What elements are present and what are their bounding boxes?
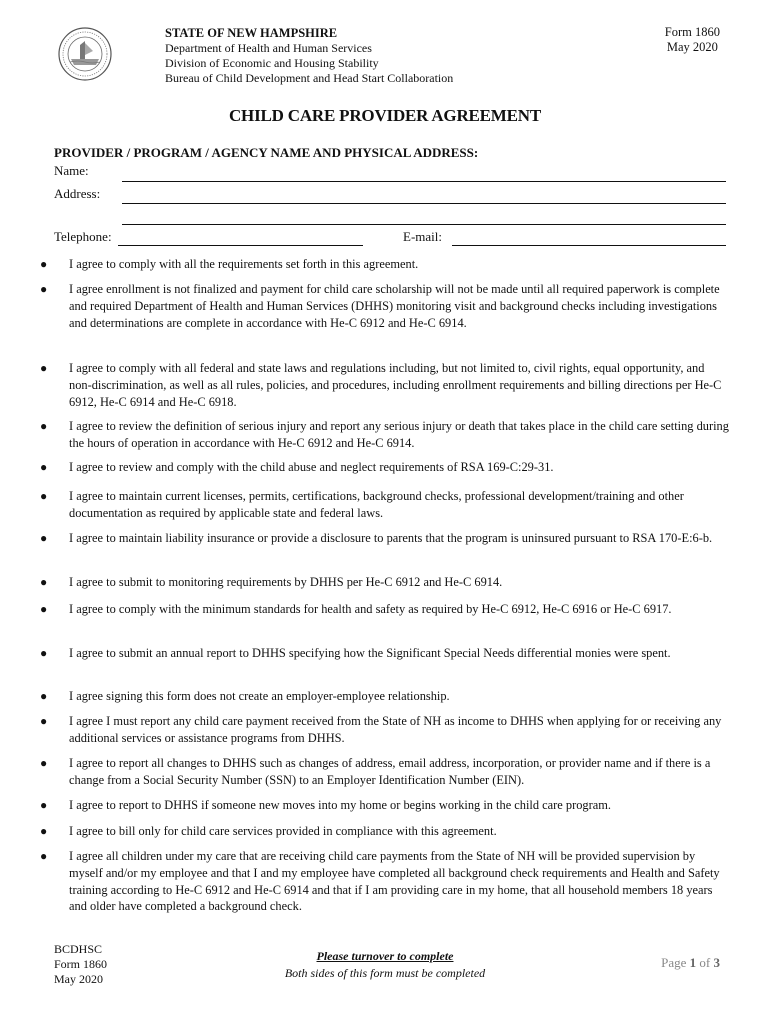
agreement-item: [40, 256, 730, 273]
bullet-icon: ●: [40, 489, 48, 503]
agreement-text: I agree to comply with the minimum standards for health and safety as required by He-C 6912, He-C 6916 or He-C 6917.: [69, 602, 672, 616]
agreement-item: [40, 823, 730, 840]
page-total: 3: [713, 955, 720, 970]
footer-form-date: May 2020: [54, 972, 103, 986]
page-number: [661, 955, 720, 971]
footer-code: BCDHSC: [54, 942, 103, 956]
bullet-icon: ●: [40, 575, 48, 589]
bullet-icon: ●: [40, 798, 48, 812]
address-label: Address:: [54, 186, 101, 201]
page-of: of: [699, 955, 711, 970]
bullet-icon: ●: [40, 361, 48, 375]
agreement-item: [40, 848, 730, 915]
agreement-item: [40, 574, 730, 591]
bullet-icon: ●: [40, 689, 48, 703]
both-sides-notice: Both sides of this form must be completed: [284, 966, 486, 980]
agreement-item: [40, 688, 730, 705]
state-name: STATE OF NEW HAMPSHIRE: [165, 26, 338, 40]
bullet-icon: ●: [40, 714, 48, 728]
bullet-icon: ●: [40, 282, 48, 296]
agreement-text: I agree to maintain current licenses, permits, certifications, background checks, professional development/training and other documentation as required by applicable state and federal laws.: [69, 489, 684, 520]
bullet-icon: ●: [40, 602, 48, 616]
document-title: CHILD CARE PROVIDER AGREEMENT: [228, 106, 542, 125]
agreement-item: [40, 488, 730, 522]
agreement-item: [40, 459, 730, 476]
page-current: 1: [689, 955, 697, 970]
agreement-item: [40, 713, 730, 747]
turnover-notice: Please turnover to complete: [316, 949, 454, 963]
agreement-text: I agree to review and comply with the child abuse and neglect requirements of RSA 169-C:29-31.: [69, 460, 554, 474]
agreement-text: I agree to submit to monitoring requirements by DHHS per He-C 6912 and He-C 6914.: [69, 575, 503, 589]
bullet-icon: ●: [40, 531, 48, 545]
bullet-icon: ●: [40, 849, 48, 863]
agreement-text: I agree to comply with all federal and state laws and regulations including, but not limited to, civil rights, equal opportunity, and non-discrimination, as well as all rules, policies, and procedures, including enrollment requirements and billing directions per He-C 6912, He-C 6914 and He-C 6918.: [69, 361, 722, 409]
agreement-item: [40, 601, 730, 618]
address-field-line-1[interactable]: [122, 203, 726, 204]
name-field[interactable]: [122, 181, 726, 182]
telephone-field[interactable]: [118, 245, 363, 246]
agreement-item: [40, 530, 730, 547]
email-label: E-mail:: [403, 229, 442, 244]
bullet-icon: ●: [40, 824, 48, 838]
address-field-line-2[interactable]: [122, 224, 726, 225]
agency-header: [165, 26, 453, 86]
agreement-text: I agree I must report any child care payment received from the State of NH as income to DHHS when applying for or receiving any additional services or assistance programs from DHHS.: [69, 714, 722, 745]
form-identifier: [665, 25, 720, 55]
footer-instructions: [0, 948, 770, 982]
agreement-text: I agree to report to DHHS if someone new moves into my home or begins working in the child care program.: [69, 798, 611, 812]
bureau-name: Bureau of Child Development and Head Start Collaboration: [165, 71, 454, 85]
agreement-item: [40, 797, 730, 814]
agreement-text: I agree to bill only for child care services provided in compliance with this agreement.: [69, 824, 497, 838]
provider-section-heading: PROVIDER / PROGRAM / AGENCY NAME AND PHYSICAL ADDRESS:: [54, 145, 479, 160]
agreement-text: I agree to maintain liability insurance or provide a disclosure to parents that the program is uninsured pursuant to RSA 170-E:6-b.: [69, 531, 713, 545]
agreement-text: I agree enrollment is not finalized and payment for child care scholarship will not be made until all required paperwork is complete and required Department of Health and Human Services (DHHS) monitoring visit and background checks including investigations and determinations are complete in accordance with He-C 6912 and He-C 6914.: [69, 282, 720, 330]
name-label: Name:: [54, 163, 89, 178]
bullet-icon: ●: [40, 257, 48, 271]
footer-form-number: Form 1860: [54, 957, 108, 971]
agreement-item: [40, 418, 730, 452]
bullet-icon: ●: [40, 756, 48, 770]
agreement-text: I agree signing this form does not create an employer-employee relationship.: [69, 689, 450, 703]
agreement-item: [40, 755, 730, 789]
division-name: Division of Economic and Housing Stability: [165, 56, 379, 70]
agreement-text: I agree all children under my care that are receiving child care payments from the State of NH will be provided supervision by myself and/or my employee and that I and my employee have completed all background check requirements and Health and Safety training according to He-C 6912 and He-C 6914 and that if I am providing care in my home, that all household members 18 years and older have completed a background check.: [69, 849, 720, 914]
email-field[interactable]: [452, 245, 726, 246]
telephone-label: Telephone:: [54, 229, 112, 244]
form-number: Form 1860: [664, 25, 720, 39]
agreement-item: [40, 360, 730, 410]
agreement-text: I agree to submit an annual report to DHHS specifying how the Significant Special Needs differential monies were spent.: [69, 646, 671, 660]
bullet-icon: ●: [40, 646, 48, 660]
agreement-text: I agree to comply with all the requirements set forth in this agreement.: [69, 257, 419, 271]
state-seal-icon: [58, 27, 112, 81]
page-word: Page: [661, 955, 687, 970]
agreement-item: [40, 281, 730, 331]
department-name: Department of Health and Human Services: [165, 41, 372, 55]
agreement-text: I agree to report all changes to DHHS such as changes of address, email address, incorporation, or provider name and if there is a change from a Social Security Number (SSN) to an Employer Identification Number (EIN).: [69, 756, 711, 787]
bullet-icon: ●: [40, 419, 48, 433]
form-date: May 2020: [666, 40, 718, 54]
bullet-icon: ●: [40, 460, 48, 474]
agreement-item: [40, 645, 730, 662]
agreement-text: I agree to review the definition of serious injury and report any serious injury or death that takes place in the child care setting during the hours of operation in accordance with He-C 6912 and He-C 6914.: [69, 419, 729, 450]
